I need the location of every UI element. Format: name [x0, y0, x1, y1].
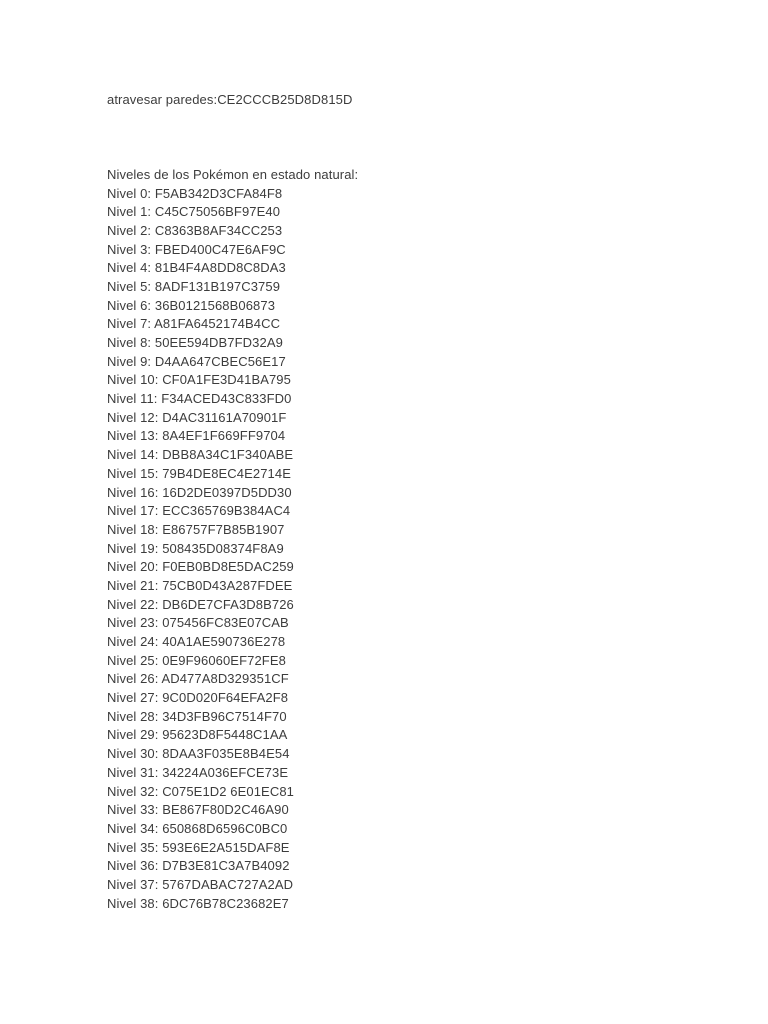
level-code-line: Nivel 20: F0EB0BD8E5DAC259 — [107, 559, 294, 575]
level-code-line: Nivel 21: 75CB0D43A287FDEE — [107, 577, 293, 593]
level-code-line: Nivel 35: 593E6E2A515DAF8E — [107, 839, 290, 855]
level-code-line: Nivel 10: CF0A1FE3D41BA795 — [107, 372, 291, 388]
level-code-line: Nivel 30: 8DAA3F035E8B4E54 — [107, 746, 290, 762]
level-code-line: Nivel 26: AD477A8D329351CF — [107, 671, 289, 687]
level-code-line: Nivel 37: 5767DABAC727A2AD — [107, 876, 294, 892]
level-code-line: Nivel 27: 9C0D020F64EFA2F8 — [107, 690, 289, 706]
level-code-line: Nivel 7: A81FA6452174B4CC — [107, 316, 281, 332]
level-code-line: Nivel 14: DBB8A34C1F340ABE — [107, 447, 294, 463]
level-code-line: Nivel 34: 650868D6596C0BC0 — [107, 820, 288, 836]
level-code-line: Nivel 18: E86757F7B85B1907 — [107, 521, 285, 537]
level-code-line: Nivel 32: C075E1D2 6E01EC81 — [107, 783, 294, 799]
level-code-line: Nivel 12: D4AC31161A70901F — [107, 409, 287, 425]
level-code-line: Nivel 2: C8363B8AF34CC253 — [107, 222, 283, 238]
level-code-line: Nivel 6: 36B0121568B06873 — [107, 297, 276, 313]
level-code-line: Nivel 5: 8ADF131B197C3759 — [107, 278, 281, 294]
level-code-line: Nivel 36: D7B3E81C3A7B4092 — [107, 858, 290, 874]
level-code-line: Nivel 16: 16D2DE0397D5DD30 — [107, 484, 292, 500]
level-code-line: Nivel 19: 508435D08374F8A9 — [107, 540, 284, 556]
level-code-line: Nivel 3: FBED400C47E6AF9C — [107, 241, 286, 257]
level-code-line: Nivel 1: C45C75056BF97E40 — [107, 204, 281, 220]
level-code-line: Nivel 11: F34ACED43C833FD0 — [107, 391, 292, 407]
level-code-line: Nivel 9: D4AA647CBEC56E17 — [107, 353, 286, 369]
level-code-line: Nivel 17: ECC365769B384AC4 — [107, 503, 291, 519]
level-code-line: Nivel 28: 34D3FB96C7514F70 — [107, 708, 287, 724]
level-code-line: Nivel 4: 81B4F4A8DD8C8DA3 — [107, 260, 286, 276]
level-code-line: Nivel 33: BE867F80D2C46A90 — [107, 802, 289, 818]
level-code-line: Nivel 29: 95623D8F5448C1AA — [107, 727, 288, 743]
wall-code-line: atravesar paredes:CE2CCCB25D8D815D — [107, 92, 353, 107]
level-code-line: Nivel 38: 6DC76B78C23682E7 — [107, 895, 289, 911]
section-heading: Niveles de los Pokémon en estado natural: — [107, 167, 359, 182]
level-code-list — [107, 185, 294, 914]
level-code-line: Nivel 24: 40A1AE590736E278 — [107, 634, 286, 649]
level-code-line: Nivel 31: 34224A036EFCE73E — [107, 764, 289, 780]
level-code-line: Nivel 25: 0E9F96060EF72FE8 — [107, 652, 286, 668]
level-code-line: Nivel 23: 075456FC83E07CAB — [107, 615, 289, 631]
level-code-line: Nivel 0: F5AB342D3CFA84F8 — [107, 185, 283, 201]
level-code-line: Nivel 8: 50EE594DB7FD32A9 — [107, 335, 283, 350]
level-code-line: Nivel 22: DB6DE7CFA3D8B726 — [107, 596, 294, 612]
level-code-line: Nivel 13: 8A4EF1F669FF9704 — [107, 428, 286, 444]
level-code-line: Nivel 15: 79B4DE8EC4E2714E — [107, 465, 291, 481]
